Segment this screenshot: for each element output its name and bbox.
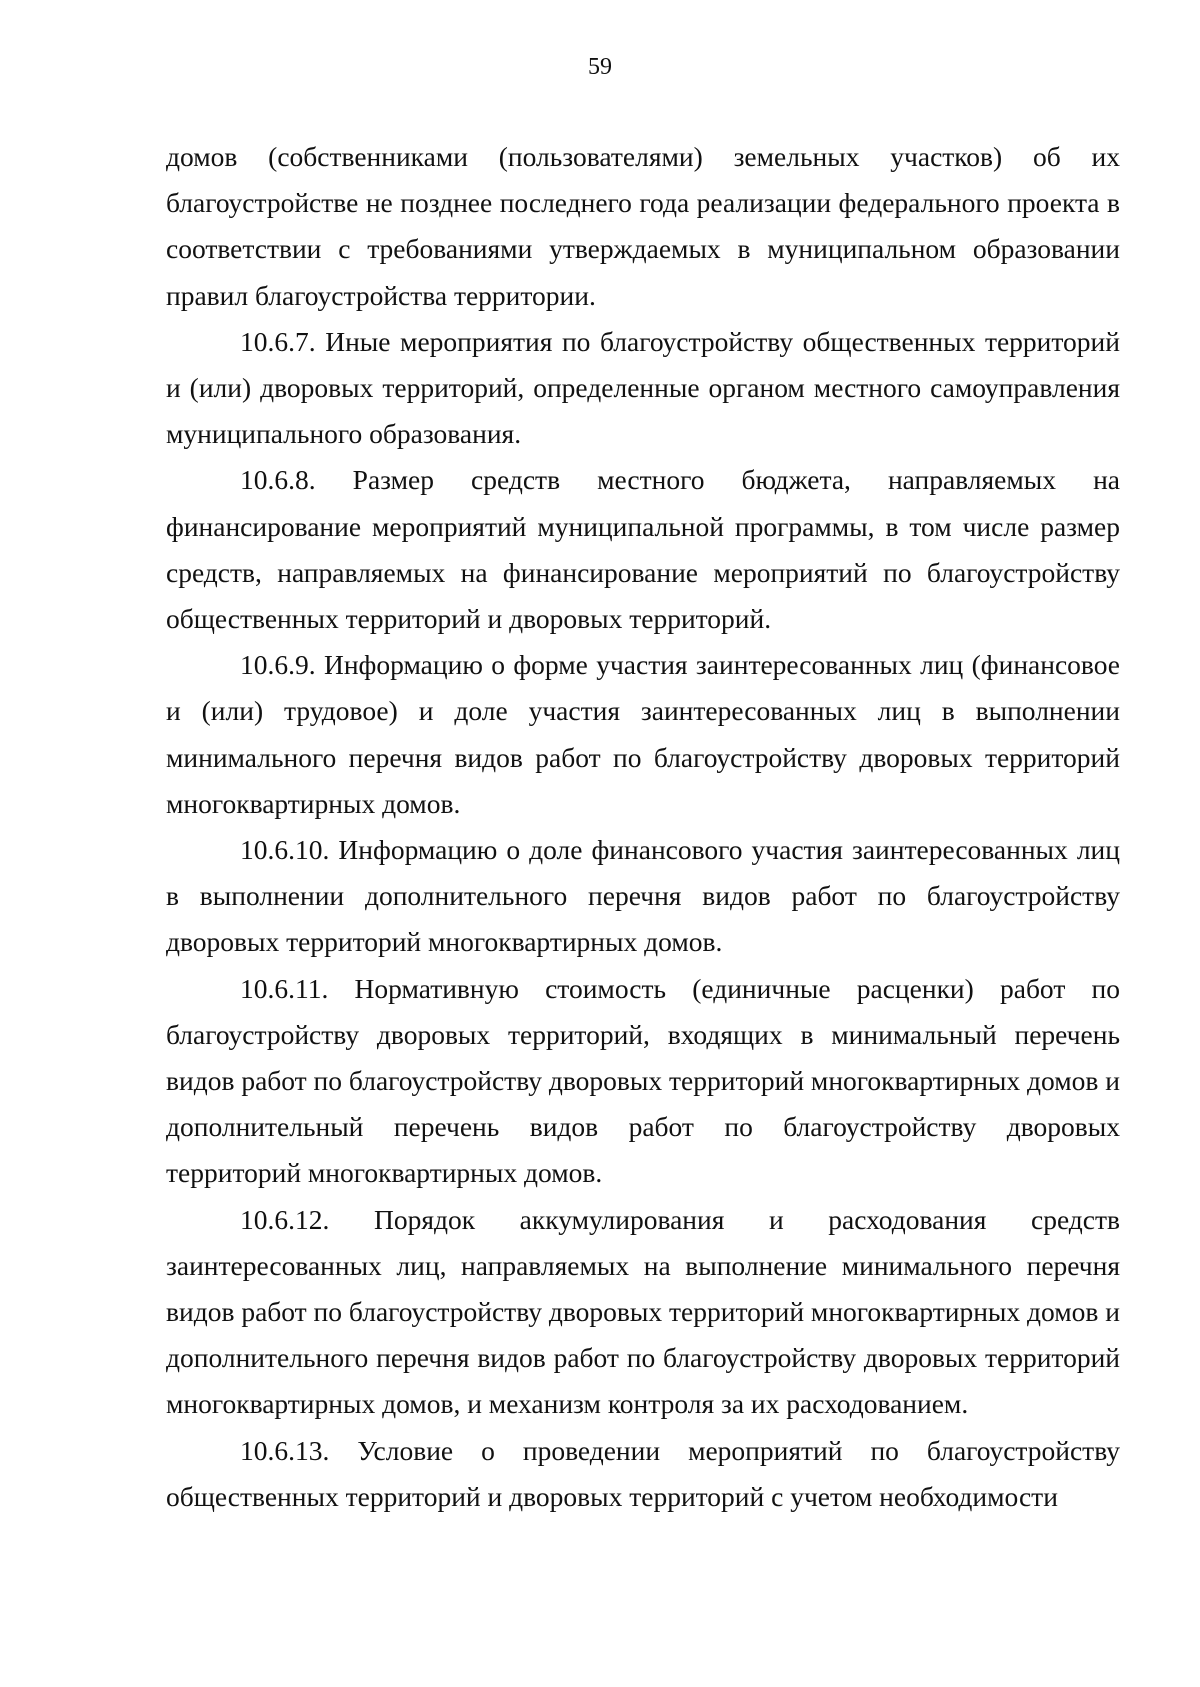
paragraph-10-6-11: 10.6.11. Нормативную стоимость (единичные расценки) работ по благоустройству дворовых территорий, входящих в минимальный перечень видов работ по благоустройству дворовых территорий многоквартирных домов и дополнительный перечень видов работ по благоустройству дворовых территорий многоквартирных домов.	[166, 972, 1120, 1189]
document-body	[166, 134, 1120, 1520]
paragraph-10-6-13: 10.6.13. Условие о проведении мероприятий по благоустройству общественных территорий и дворовых территорий с учетом необходимости	[166, 1434, 1120, 1512]
paragraph-10-6-12: 10.6.12. Порядок аккумулирования и расходования средств заинтересованных лиц, направляемых на выполнение минимального перечня видов работ по благоустройству дворовых территорий многоквартирных домов и дополнительного перечня видов работ по благоустройству дворовых территорий многоквартирных домов, и механизм контроля за их расходованием.	[166, 1203, 1120, 1420]
paragraph-10-6-8: 10.6.8. Размер средств местного бюджета, направляемых на финансирование мероприятий муниципальной программы, в том числе размер средств, направляемых на финансирование мероприятий по благоустройству общественных территорий и дворовых территорий.	[166, 464, 1120, 635]
paragraph-10-6-9: 10.6.9. Информацию о форме участия заинтересованных лиц (финансовое и (или) трудовое) и доле участия заинтересованных лиц в выполнении минимального перечня видов работ по благоустройству дворовых территорий многоквартирных домов.	[166, 649, 1120, 819]
paragraph-10-6-7: 10.6.7. Иные мероприятия по благоустройству общественных территорий и (или) дворовых территорий, определенные органом местного самоуправления муниципального образования.	[166, 325, 1120, 450]
page-number: 59	[588, 54, 612, 80]
paragraph-10-6-10: 10.6.10. Информацию о доле финансового участия заинтересованных лиц в выполнении дополнительного перечня видов работ по благоустройству дворовых территорий многоквартирных домов.	[166, 834, 1120, 958]
paragraph-continuation: домов (собственниками (пользователями) земельных участков) об их благоустройстве не позднее последнего года реализации федерального проекта в соответствии с требованиями утверждаемых в муниципальном образовании правил благоустройства территории.	[166, 141, 1120, 311]
